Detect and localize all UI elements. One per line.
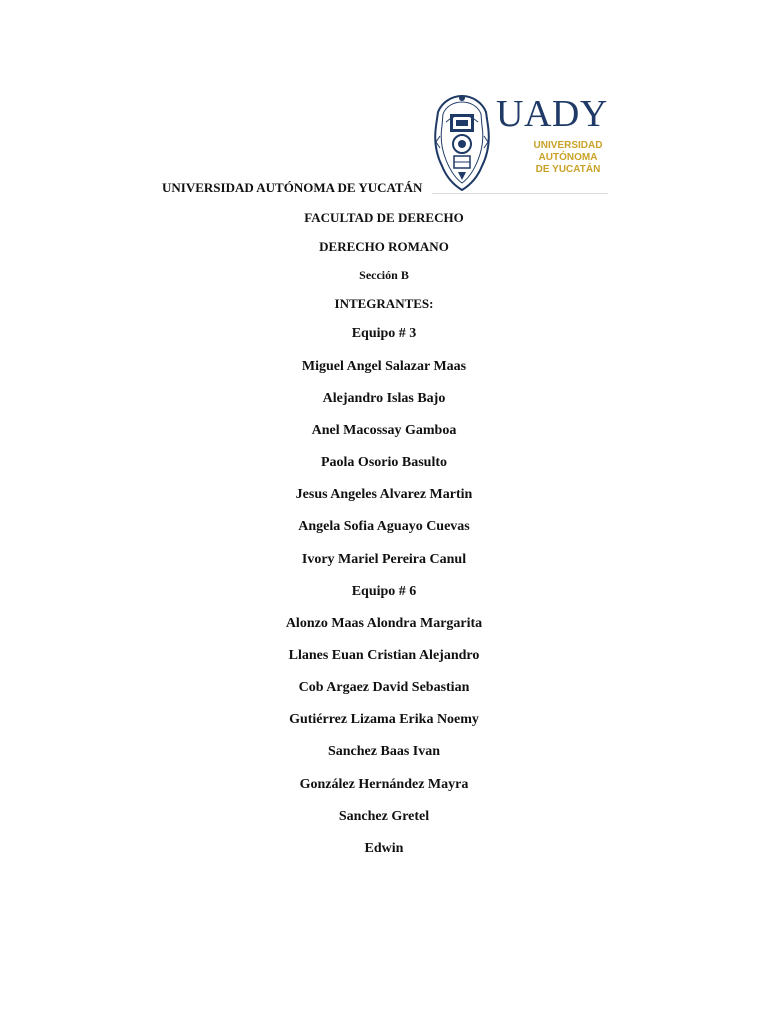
team-member: Paola Osorio Basulto: [320, 455, 447, 470]
logo-wordmark: UADY: [496, 93, 608, 135]
logo-subtitle-line: AUTÓNOMA: [538, 152, 598, 163]
team-member: Sanchez Gretel: [338, 809, 430, 824]
team-member: Llanes Euan Cristian Alejandro: [288, 648, 480, 663]
team-member: Sanchez Baas Ivan: [327, 744, 441, 759]
team-3-label: Equipo # 3: [351, 326, 417, 341]
logo-subtitle-line: DE YUCATÁN: [535, 164, 601, 175]
logo-subtitle-line: UNIVERSIDAD: [533, 140, 603, 151]
members-heading: INTEGRANTES:: [334, 296, 434, 311]
team-member: Ivory Mariel Pereira Canul: [301, 552, 467, 567]
logo-subtitle: [528, 140, 608, 176]
team-member: Anel Macossay Gamboa: [311, 423, 457, 438]
logo-divider: [432, 193, 608, 194]
university-seal-icon: [432, 92, 492, 192]
team-member: Miguel Angel Salazar Maas: [301, 359, 467, 374]
team-member: Gutiérrez Lizama Erika Noemy: [289, 712, 479, 727]
team-6-label: Equipo # 6: [351, 584, 417, 599]
team-member: Alejandro Islas Bajo: [322, 391, 446, 406]
uady-logo: [432, 92, 608, 196]
team-member: Jesus Angeles Alvarez Martin: [295, 487, 473, 502]
team-member: Cob Argaez David Sebastian: [298, 680, 470, 695]
course-name: DERECHO ROMANO: [319, 239, 449, 254]
team-member: Alonzo Maas Alondra Margarita: [285, 616, 483, 631]
section-name: Sección B: [359, 268, 409, 282]
team-member: González Hernández Mayra: [299, 777, 469, 792]
team-member: Edwin: [364, 841, 404, 856]
faculty-name: FACULTAD DE DERECHO: [304, 210, 464, 225]
university-name: UNIVERSIDAD AUTÓNOMA DE YUCATÁN: [162, 180, 423, 195]
team-member: Angela Sofia Aguayo Cuevas: [298, 519, 470, 534]
